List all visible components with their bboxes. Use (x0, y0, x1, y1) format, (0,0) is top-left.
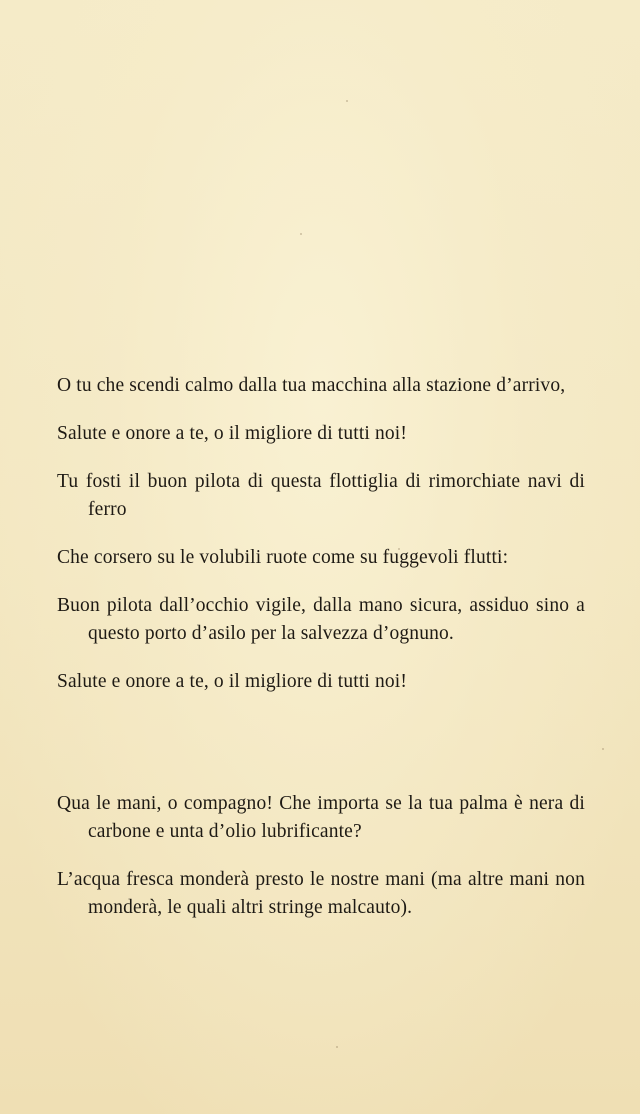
poem-stanza-one (57, 372, 585, 716)
paper-speck (346, 100, 348, 102)
verse-line: Salute e onore a te, o il migliore di tutti noi! (57, 671, 408, 692)
verse-line: Salute e onore a te, o il migliore di tutti noi! (57, 423, 408, 444)
paper-speck (336, 1046, 338, 1048)
verse-line: Che corsero su le volubili ruote come su fuggevoli flutti: (57, 547, 509, 568)
paper-speck (602, 748, 604, 750)
verse-line: O tu che scendi calmo dalla tua macchina alla stazione d’arrivo, (57, 375, 566, 396)
verse-line: Buon pilota dall’occhio vigile, dalla mano sicura, assiduo sino a questo porto d’asilo per la salvezza d’ognuno. (57, 595, 585, 644)
poem-stanza-two (57, 790, 585, 942)
verse-line: Tu fosti il buon pilota di questa flottiglia di rimorchiate navi di ferro (57, 471, 585, 520)
verse-line: L’acqua fresca monderà presto le nostre mani (ma altre mani non monderà, le quali altri stringe malcauto). (57, 869, 585, 918)
verse-line: Qua le mani, o compagno! Che importa se la tua palma è nera di carbone e unta d’olio lubrificante? (57, 793, 585, 842)
paper-speck (300, 233, 302, 235)
